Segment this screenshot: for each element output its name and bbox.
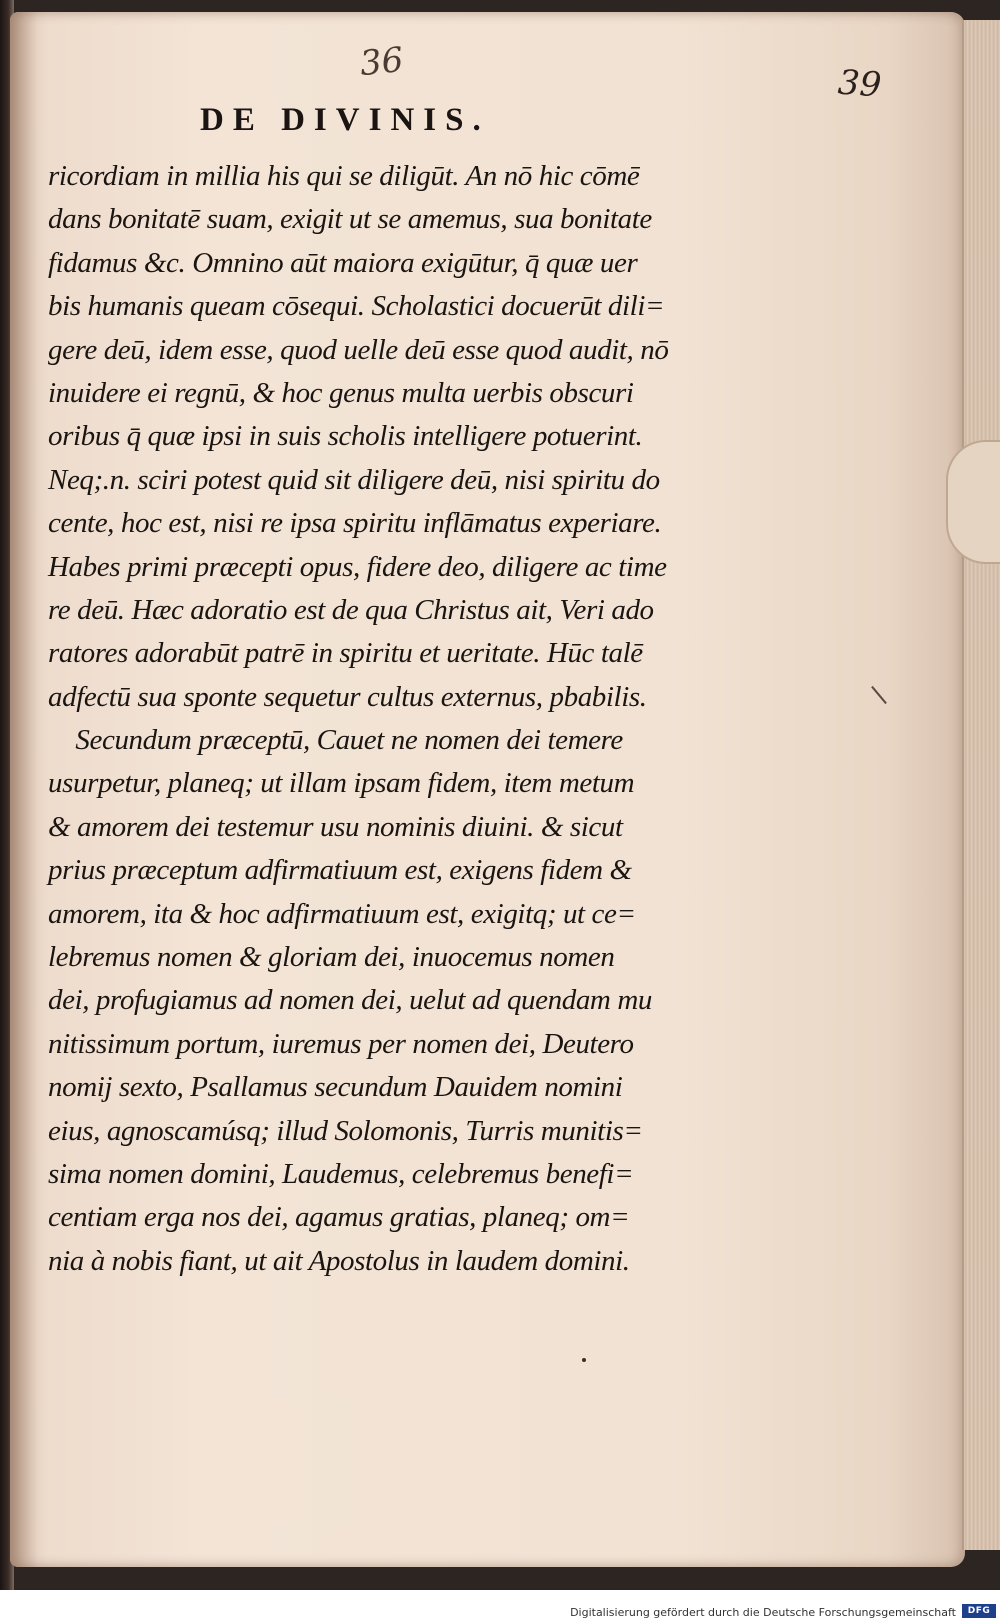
text-line: fidamus &c. Omnino aūt maiora exigūtur, q̄ quæ uer xyxy=(48,246,638,279)
page-gutter-shadow xyxy=(10,12,38,1567)
running-head: DE DIVINIS. xyxy=(200,102,490,138)
text-line: centiam erga nos dei, agamus gratias, planeq; om= xyxy=(48,1201,630,1234)
text-line: Habes primi præcepti opus, fidere deo, diligere ac time xyxy=(48,550,667,583)
text-line: eius, agnoscamúsq; illud Solomonis, Turris munitis= xyxy=(48,1114,643,1147)
text-line: sima nomen domini, Laudemus, celebremus benefi= xyxy=(48,1157,634,1190)
text-line: Secundum præceptū, Cauet ne nomen dei temere xyxy=(48,724,623,757)
handwritten-page-number-top: 36 xyxy=(358,39,406,85)
text-line: gere deū, idem esse, quod uelle deū esse quod audit, nō xyxy=(48,333,669,366)
text-line: ratores adorabūt patrē in spiritu et ueritate. Hūc talē xyxy=(48,637,643,670)
text-line: prius præceptum adfirmatiuum est, exigens fidem & xyxy=(48,854,632,887)
text-line: Neq;.n. sciri potest quid sit diligere deū, nisi spiritu do xyxy=(48,463,660,496)
text-line: adfectū sua sponte sequetur cultus externus, pbabilis. xyxy=(48,680,647,713)
text-line: dei, profugiamus ad nomen dei, uelut ad quendam mu xyxy=(48,984,652,1017)
text-line: inuidere ei regnū, & hoc genus multa uerbis obscuri xyxy=(48,376,634,409)
text-line: bis humanis queam cōsequi. Scholastici docuerūt dili= xyxy=(48,290,665,323)
text-line: ricordiam in millia his qui se diligūt. An nō hic cōmē xyxy=(48,160,640,192)
handwritten-folio-number: 39 xyxy=(836,62,883,106)
text-line: & amorem dei testemur usu nominis diuini. & sicut xyxy=(48,810,623,843)
text-line: lebremus nomen & gloriam dei, inuocemus nomen xyxy=(48,941,615,974)
text-line: nomij sexto, Psallamus secundum Dauidem nomini xyxy=(48,1071,623,1104)
text-line: amorem, ita & hoc adfirmatiuum est, exigitq; ut ce= xyxy=(48,897,636,930)
page-tab-mark xyxy=(946,440,1000,564)
ink-dot-mark xyxy=(582,1358,586,1362)
text-line: dans bonitatē suam, exigit ut se amemus, sua bonitate xyxy=(48,203,652,236)
dfg-logo: DFG xyxy=(962,1604,996,1618)
text-line: nia à nobis fiant, ut ait Apostolus in laudem domini. xyxy=(48,1244,630,1277)
digitization-credit: Digitalisierung gefördert durch die Deutsche Forschungsgemeinschaft xyxy=(570,1606,956,1619)
body-text xyxy=(48,155,778,1283)
text-line: nitissimum portum, iuremus per nomen dei, Deutero xyxy=(48,1027,634,1060)
page-stack-edge xyxy=(962,20,1000,1550)
text-line: oribus q̄ quæ ipsi in suis scholis intelligere potuerint. xyxy=(48,420,643,453)
text-line: usurpetur, planeq; ut illam ipsam fidem, item metum xyxy=(48,767,635,800)
text-line: re deū. Hæc adoratio est de qua Christus ait, Veri ado xyxy=(48,593,654,626)
text-line: cente, hoc est, nisi re ipsa spiritu inflāmatus experiare. xyxy=(48,507,662,540)
